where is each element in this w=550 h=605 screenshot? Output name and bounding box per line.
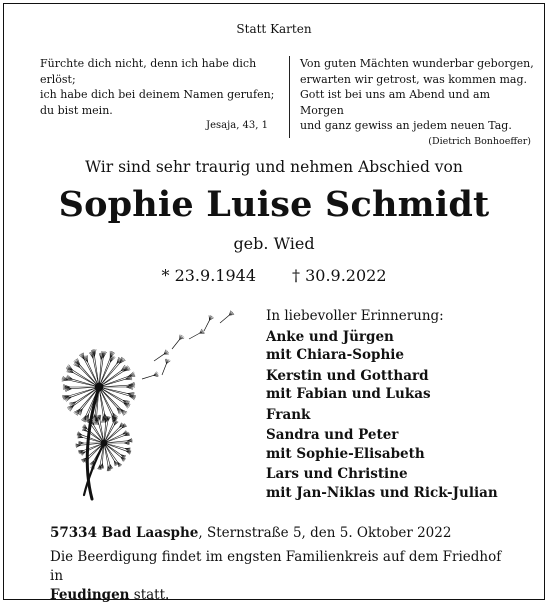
death-date: † 30.9.2022: [292, 266, 387, 285]
quote-right-line: Gott ist bei uns am Abend und am Morgen: [300, 88, 491, 117]
family-group: [266, 426, 498, 463]
intro-text: Wir sind sehr traurig und nehmen Abschied von: [85, 158, 463, 176]
funeral-text: Die Beerdigung findet im engsten Familienkreis auf dem Friedhof in: [50, 549, 502, 584]
family-member: mit Fabian und Lukas: [266, 386, 431, 402]
quote-left-line: du bist mein.: [40, 103, 113, 117]
statt-karten-header: Statt Karten: [236, 22, 312, 36]
family-group: [266, 406, 498, 425]
funeral-place: Feudingen: [50, 587, 130, 603]
family-member: Frank: [266, 406, 311, 423]
dandelion-icon: [44, 309, 244, 509]
address-rest: , Sternstraße 5, den 5. Oktober 2022: [198, 525, 452, 541]
birth-name: geb. Wied: [233, 234, 315, 253]
family-member: Kerstin und Gotthard: [266, 367, 429, 384]
life-dates: [4, 266, 544, 285]
deceased-name: Sophie Luise Schmidt: [58, 184, 490, 225]
family-member: mit Jan-Niklas und Rick-Julian: [266, 484, 498, 501]
quote-left-line: Fürchte dich nicht, denn ich habe dich erlöst;: [40, 57, 257, 86]
quote-left: [40, 56, 280, 134]
family-group: [266, 367, 498, 404]
family-member: Lars und Christine: [266, 466, 408, 482]
family-member: mit Chiara-Sophie: [266, 347, 404, 363]
quote-right: [300, 56, 535, 149]
address-line: [50, 525, 451, 541]
quote-right-line: Von guten Mächten wunderbar geborgen,: [300, 57, 534, 70]
address-place: 57334 Bad Laasphe: [50, 525, 199, 541]
quote-left-reference: Jesaja, 43, 1: [206, 120, 268, 131]
birth-date: * 23.9.1944: [161, 266, 256, 285]
family-group: [266, 465, 498, 502]
quote-right-line: erwarten wir getrost, was kommen mag.: [300, 72, 527, 86]
family-group: [266, 328, 498, 365]
family-member: mit Sophie-Elisabeth: [266, 445, 425, 462]
quote-left-line: ich habe dich bei deinem Namen gerufen;: [40, 88, 275, 101]
quote-divider: [289, 56, 290, 138]
quote-right-line: und ganz gewiss an jedem neuen Tag.: [300, 119, 512, 132]
quote-right-reference: (Dietrich Bonhoeffer): [428, 135, 531, 147]
family-member: Sandra und Peter: [266, 427, 399, 443]
family-label: In liebevoller Erinnerung:: [266, 308, 444, 324]
funeral-notice: [50, 548, 510, 605]
obituary-card: [3, 3, 545, 603]
family-list: [266, 307, 498, 502]
family-member: Anke und Jürgen: [266, 328, 394, 345]
funeral-text-end: statt.: [133, 587, 170, 603]
